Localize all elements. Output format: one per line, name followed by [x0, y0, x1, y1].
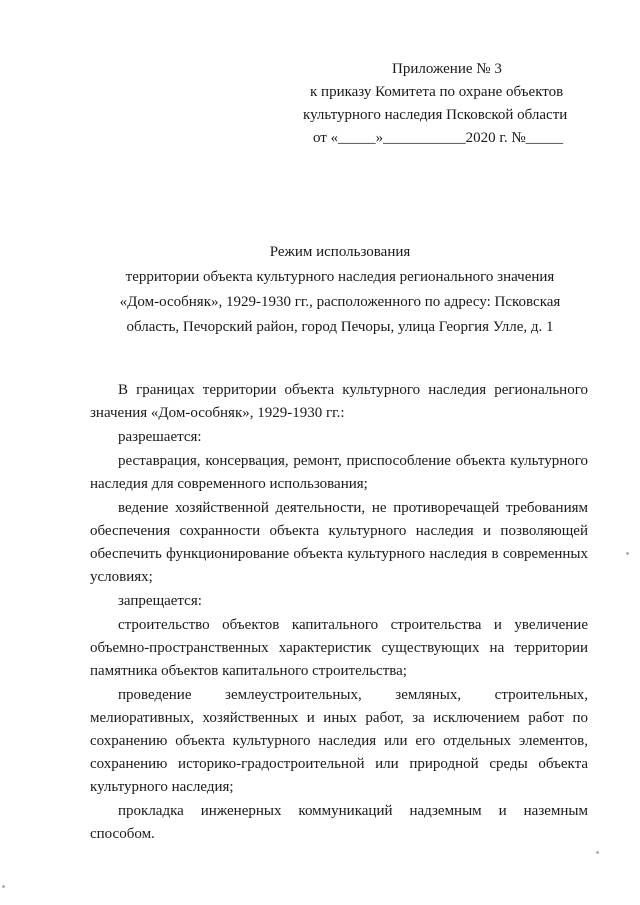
scan-speck — [626, 552, 629, 555]
title-line-4: область, Печорский район, город Печоры, улица Георгия Улле, д. 1 — [126, 319, 554, 335]
title-line-2: территории объекта культурного наследия регионального значения — [125, 269, 555, 285]
paragraph-prohibited-heading: запрещается: — [118, 593, 202, 609]
paragraph-allowed-heading: разрешается: — [118, 429, 202, 445]
title-line-3: «Дом-особняк», 1929-1930 гг., расположенного по адресу: Псковская — [119, 294, 561, 310]
scan-speck — [2, 885, 5, 888]
document-body — [90, 379, 588, 847]
paragraph-allowed-restoration: реставрация, консервация, ремонт, приспособление объекта культурного наследия для современного использования; — [90, 453, 588, 492]
appendix-number: Приложение № 3 — [392, 61, 502, 77]
title-line-1: Режим использования — [269, 244, 411, 260]
document-title — [70, 240, 610, 340]
paragraph-intro: В границах территории объекта культурного наследия регионального значения «Дом-особняк», 1929-1930 гг.: — [90, 382, 588, 421]
paragraph-prohibited-works: проведение землеустроительных, земляных, строительных, мелиоративных, хозяйственных и иных работ, за исключением работ по сохранению объекта культурного наследия или его отдельных элементов, сохранению историко-градостроительной или природной среды объекта культурного наследия; — [90, 687, 588, 795]
paragraph-allowed-economic-activity: ведение хозяйственной деятельности, не противоречащей требованиям обеспечения сохранности объекта культурного наследия и позволяющей обеспечить функционирование объекта культурного наследия в современных условиях; — [90, 500, 588, 585]
appendix-committee-name: культурного наследия Псковской области — [303, 107, 568, 123]
paragraph-prohibited-construction: строительство объектов капитального строительства и увеличение объемно-пространственных характеристик существующих на территории памятника объектов капитального строительства; — [90, 617, 588, 679]
scan-speck — [596, 851, 599, 854]
paragraph-prohibited-utilities: прокладка инженерных коммуникаций надземным и наземным способом. — [90, 803, 588, 842]
appendix-header — [300, 58, 600, 150]
appendix-order-reference: к приказу Комитета по охране объектов — [310, 84, 564, 100]
appendix-date-number: от «_____»___________2020 г. №_____ — [313, 130, 564, 146]
